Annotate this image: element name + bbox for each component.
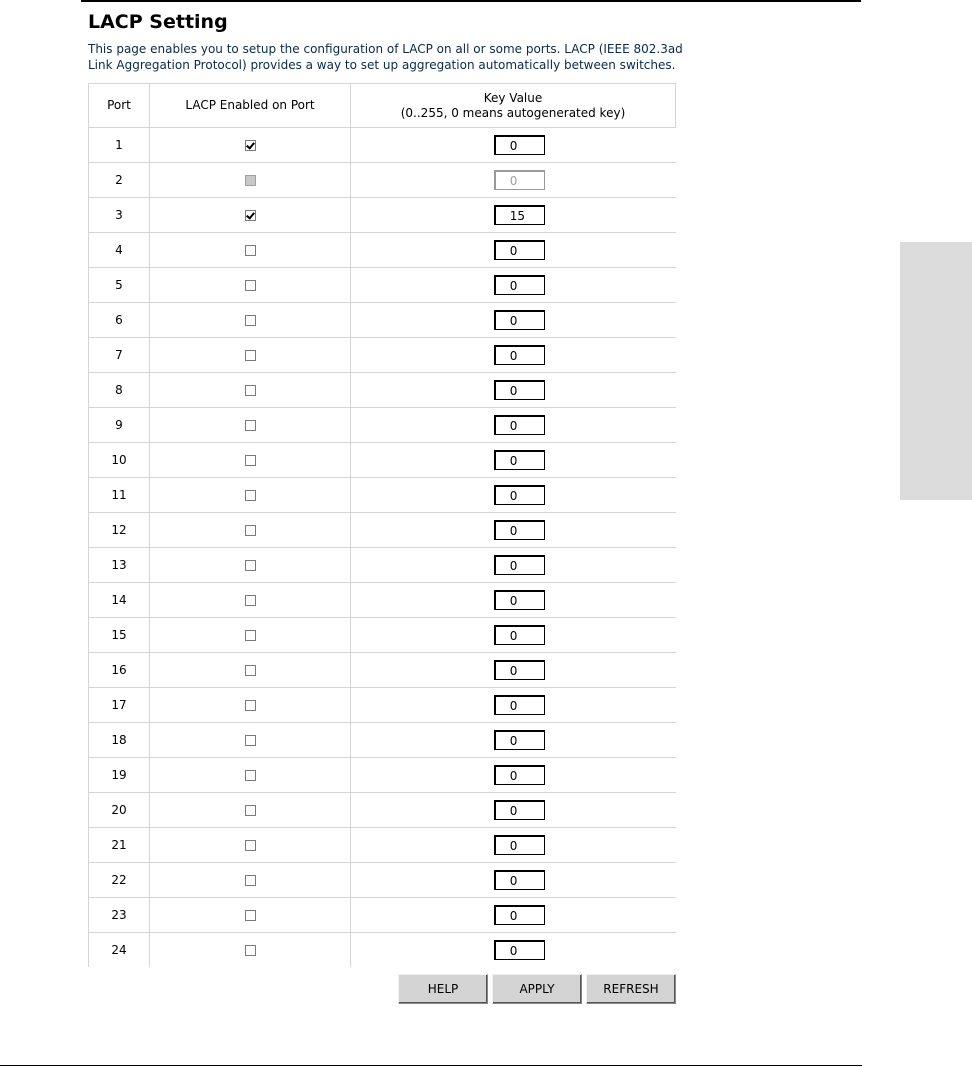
- top-rule: [81, 0, 861, 2]
- key-value-cell: [351, 793, 676, 828]
- lacp-enabled-cell: [150, 233, 351, 268]
- port-number: 6: [89, 303, 150, 338]
- key-value-input[interactable]: [494, 485, 545, 505]
- key-value-input[interactable]: [494, 660, 545, 680]
- lacp-enabled-cell: [150, 268, 351, 303]
- table-row: [89, 408, 676, 443]
- key-value-input[interactable]: [494, 590, 545, 610]
- key-value-input[interactable]: [494, 765, 545, 785]
- key-value-cell: [351, 478, 676, 513]
- port-number: 9: [89, 408, 150, 443]
- key-value-input[interactable]: [494, 940, 545, 960]
- table-row: [89, 513, 676, 548]
- lacp-enabled-cell: [150, 163, 351, 198]
- key-value-input[interactable]: [494, 310, 545, 330]
- lacp-enabled-checkbox[interactable]: [245, 700, 256, 711]
- lacp-enabled-checkbox[interactable]: [245, 805, 256, 816]
- table-row: [89, 583, 676, 618]
- table-row: [89, 653, 676, 688]
- table-row: [89, 828, 676, 863]
- page-title: LACP Setting: [88, 11, 228, 33]
- port-number: 23: [89, 898, 150, 933]
- port-number: 2: [89, 163, 150, 198]
- table-row: [89, 303, 676, 338]
- lacp-enabled-cell: [150, 933, 351, 968]
- port-number: 22: [89, 863, 150, 898]
- lacp-enabled-checkbox[interactable]: [245, 315, 256, 326]
- key-value-input[interactable]: [494, 450, 545, 470]
- bottom-rule: [0, 1065, 862, 1066]
- key-value-input: [494, 170, 545, 190]
- lacp-enabled-checkbox[interactable]: [245, 385, 256, 396]
- key-value-input[interactable]: [494, 695, 545, 715]
- key-value-input[interactable]: [494, 380, 545, 400]
- table-row: [89, 758, 676, 793]
- table-row: [89, 688, 676, 723]
- lacp-enabled-cell: [150, 688, 351, 723]
- key-value-cell: [351, 688, 676, 723]
- port-number: 21: [89, 828, 150, 863]
- lacp-enabled-cell: [150, 443, 351, 478]
- key-value-cell: [351, 933, 676, 968]
- lacp-table-body: [89, 128, 676, 968]
- table-row: [89, 233, 676, 268]
- key-value-cell: [351, 303, 676, 338]
- table-row: [89, 338, 676, 373]
- lacp-enabled-checkbox[interactable]: [245, 840, 256, 851]
- key-value-cell: [351, 373, 676, 408]
- lacp-enabled-checkbox[interactable]: [245, 665, 256, 676]
- port-number: 15: [89, 618, 150, 653]
- port-number: 3: [89, 198, 150, 233]
- port-number: 17: [89, 688, 150, 723]
- port-number: 8: [89, 373, 150, 408]
- key-value-cell: [351, 408, 676, 443]
- key-value-cell: [351, 583, 676, 618]
- key-value-input[interactable]: [494, 275, 545, 295]
- lacp-enabled-checkbox[interactable]: [245, 490, 256, 501]
- lacp-enabled-checkbox[interactable]: [245, 245, 256, 256]
- table-row: [89, 933, 676, 968]
- lacp-enabled-checkbox[interactable]: [245, 140, 256, 151]
- lacp-enabled-cell: [150, 583, 351, 618]
- lacp-enabled-cell: [150, 408, 351, 443]
- key-value-cell: [351, 513, 676, 548]
- key-value-input[interactable]: [494, 625, 545, 645]
- lacp-enabled-checkbox[interactable]: [245, 560, 256, 571]
- key-value-cell: [351, 828, 676, 863]
- table-header-row: [89, 84, 676, 128]
- key-value-input[interactable]: [494, 870, 545, 890]
- key-value-cell: [351, 198, 676, 233]
- key-value-cell: [351, 863, 676, 898]
- key-value-cell: [351, 338, 676, 373]
- key-value-input[interactable]: [494, 205, 545, 225]
- lacp-table: [88, 83, 676, 967]
- key-value-cell: [351, 758, 676, 793]
- port-number: 13: [89, 548, 150, 583]
- table-row: [89, 478, 676, 513]
- key-value-cell: [351, 233, 676, 268]
- table-row: [89, 723, 676, 758]
- key-value-input[interactable]: [494, 730, 545, 750]
- page-description: This page enables you to setup the configuration of LACP on all or some ports. LACP (IEEE 802.3ad Link Aggregation Protocol) provides a way to set up aggregation automatically between switches.: [88, 42, 683, 72]
- port-number: 16: [89, 653, 150, 688]
- port-number: 10: [89, 443, 150, 478]
- lacp-enabled-cell: [150, 303, 351, 338]
- header-port: Port: [89, 84, 150, 128]
- lacp-enabled-checkbox: [245, 175, 256, 186]
- key-value-input[interactable]: [494, 555, 545, 575]
- table-row: [89, 793, 676, 828]
- lacp-enabled-cell: [150, 338, 351, 373]
- port-number: 11: [89, 478, 150, 513]
- refresh-button[interactable]: REFRESH: [586, 974, 676, 1004]
- key-value-cell: [351, 443, 676, 478]
- key-value-input[interactable]: [494, 800, 545, 820]
- port-number: 24: [89, 933, 150, 968]
- key-value-cell: [351, 163, 676, 198]
- lacp-enabled-cell: [150, 723, 351, 758]
- key-value-cell: [351, 268, 676, 303]
- table-row: [89, 898, 676, 933]
- table-row: [89, 618, 676, 653]
- lacp-enabled-checkbox[interactable]: [245, 875, 256, 886]
- port-number: 5: [89, 268, 150, 303]
- key-value-cell: [351, 898, 676, 933]
- lacp-enabled-checkbox[interactable]: [245, 945, 256, 956]
- key-value-input[interactable]: [494, 135, 545, 155]
- lacp-enabled-checkbox[interactable]: [245, 595, 256, 606]
- port-number: 14: [89, 583, 150, 618]
- lacp-enabled-cell: [150, 898, 351, 933]
- lacp-enabled-cell: [150, 793, 351, 828]
- key-value-input[interactable]: [494, 905, 545, 925]
- lacp-enabled-checkbox[interactable]: [245, 525, 256, 536]
- key-value-input[interactable]: [494, 415, 545, 435]
- lacp-enabled-checkbox[interactable]: [245, 350, 256, 361]
- table-row: [89, 548, 676, 583]
- port-number: 20: [89, 793, 150, 828]
- side-tab-decoration: [900, 242, 972, 500]
- key-value-cell: [351, 653, 676, 688]
- port-number: 18: [89, 723, 150, 758]
- table-row: [89, 443, 676, 478]
- lacp-enabled-cell: [150, 478, 351, 513]
- key-value-input[interactable]: [494, 520, 545, 540]
- lacp-enabled-checkbox[interactable]: [245, 280, 256, 291]
- lacp-enabled-cell: [150, 653, 351, 688]
- table-row: [89, 863, 676, 898]
- key-value-cell: [351, 618, 676, 653]
- key-value-cell: [351, 723, 676, 758]
- port-number: 4: [89, 233, 150, 268]
- apply-button[interactable]: APPLY: [492, 974, 582, 1004]
- key-value-input[interactable]: [494, 835, 545, 855]
- lacp-enabled-cell: [150, 198, 351, 233]
- lacp-enabled-cell: [150, 128, 351, 163]
- port-number: 7: [89, 338, 150, 373]
- lacp-enabled-cell: [150, 548, 351, 583]
- port-number: 19: [89, 758, 150, 793]
- lacp-enabled-checkbox[interactable]: [245, 735, 256, 746]
- key-value-input[interactable]: [494, 345, 545, 365]
- key-value-cell: [351, 128, 676, 163]
- table-row: [89, 373, 676, 408]
- lacp-enabled-checkbox[interactable]: [245, 420, 256, 431]
- header-key-value-hint: (0..255, 0 means autogenerated key): [400, 105, 626, 120]
- lacp-enabled-cell: [150, 618, 351, 653]
- key-value-cell: [351, 548, 676, 583]
- lacp-enabled-checkbox[interactable]: [245, 630, 256, 641]
- lacp-enabled-cell: [150, 513, 351, 548]
- lacp-enabled-cell: [150, 828, 351, 863]
- port-number: 1: [89, 128, 150, 163]
- help-button[interactable]: HELP: [398, 974, 488, 1004]
- key-value-input[interactable]: [494, 240, 545, 260]
- port-number: 12: [89, 513, 150, 548]
- lacp-enabled-cell: [150, 758, 351, 793]
- table-row: [89, 198, 676, 233]
- table-row: [89, 268, 676, 303]
- table-row: [89, 163, 676, 198]
- lacp-enabled-checkbox[interactable]: [245, 910, 256, 921]
- lacp-enabled-checkbox[interactable]: [245, 210, 256, 221]
- lacp-enabled-checkbox[interactable]: [245, 770, 256, 781]
- lacp-enabled-cell: [150, 863, 351, 898]
- header-key-value-title: Key Value: [483, 90, 543, 105]
- header-lacp-enabled: LACP Enabled on Port: [150, 84, 351, 128]
- lacp-enabled-checkbox[interactable]: [245, 455, 256, 466]
- table-row: [89, 128, 676, 163]
- header-key-value: [351, 84, 676, 128]
- lacp-enabled-cell: [150, 373, 351, 408]
